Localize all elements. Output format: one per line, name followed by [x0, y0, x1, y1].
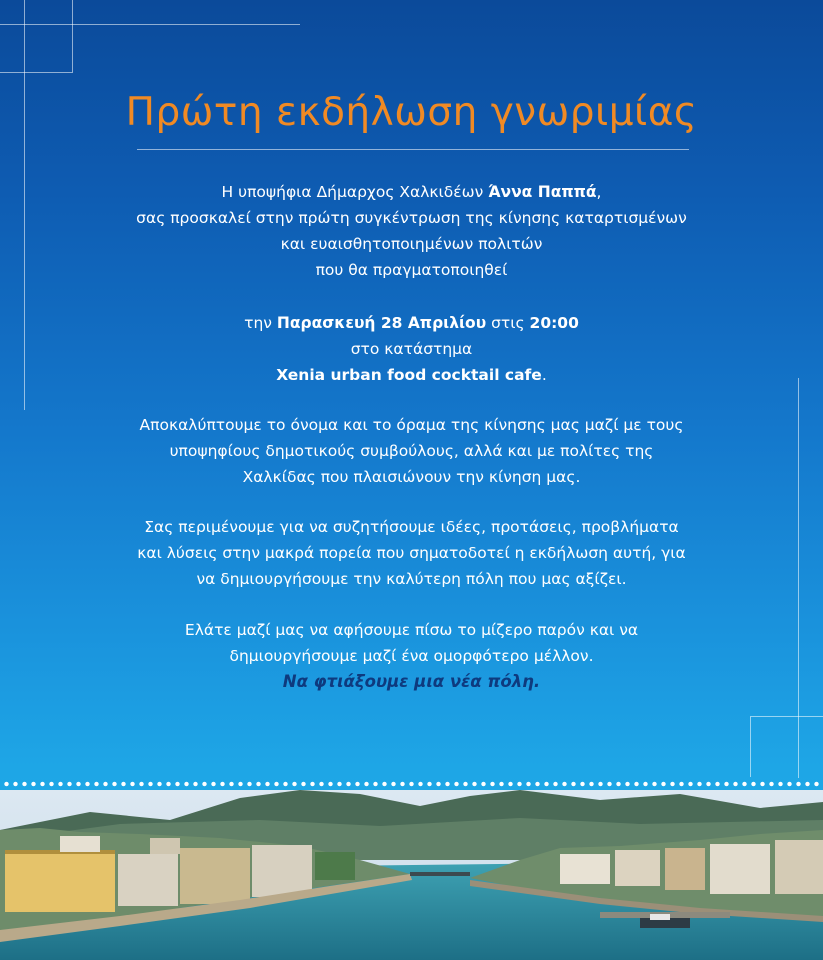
paragraph-line: Ελάτε μαζί μας να αφήσουμε πίσω το μίζερο παρόν και να	[184, 621, 639, 639]
event-time: 20:00	[529, 314, 579, 332]
event-date-prefix: την	[244, 314, 277, 332]
paragraph-discussion	[100, 514, 723, 592]
city-waterfront-illustration	[0, 790, 823, 960]
frame-box-top-left	[0, 0, 73, 73]
event-date-line	[100, 310, 723, 336]
paragraph-line: δημιουργήσουμε μαζί ένα ομορφότερο μέλλον.	[229, 647, 594, 665]
paragraph-line: υποψηφίους δημοτικούς συμβούλους, αλλά και με πολίτες της	[169, 442, 654, 460]
intro-line-1	[100, 179, 723, 205]
venue-line	[100, 362, 723, 388]
paragraph-line: Χαλκίδας που πλαισιώνουν την κίνηση μας.	[242, 468, 581, 486]
venue-punctuation: .	[541, 366, 547, 384]
intro-text: Η υποψήφια Δήμαρχος Χαλκιδέων	[221, 183, 489, 201]
paragraph-line: και λύσεις στην μακρά πορεία που σηματοδοτεί η εκδήλωση αυτή, για	[137, 544, 686, 562]
frame-box-bottom-right	[750, 716, 823, 777]
intro-line-3: και ευαισθητοποιημένων πολιτών	[280, 235, 543, 253]
paragraph-line: να δημιουργήσουμε την καλύτερη πόλη που μας αξίζει.	[196, 570, 627, 588]
event-date: Παρασκευή 28 Απριλίου	[276, 314, 487, 332]
candidate-name: Άννα Παππά	[488, 183, 597, 201]
paragraph-line: Αποκαλύπτουμε το όνομα και το όραμα της κίνησης μας μαζί με τους	[139, 416, 684, 434]
dotted-divider	[0, 778, 823, 790]
paragraph-line: Σας περιμένουμε για να συζητήσουμε ιδέες, προτάσεις, προβλήματα	[144, 518, 679, 536]
invitation-title: Πρώτη εκδήλωση γνωριμίας	[125, 90, 698, 135]
title-divider	[137, 149, 689, 150]
paragraph-closing	[100, 617, 723, 695]
intro-line-4: που θα πραγματοποιηθεί	[315, 261, 508, 279]
paragraph-vision	[100, 412, 723, 490]
event-details	[100, 310, 723, 388]
venue-intro: στο κατάστημα	[350, 340, 473, 358]
venue-name: Xenia urban food cocktail cafe	[276, 366, 542, 384]
city-waterfront-photo	[0, 790, 823, 960]
intro-punctuation: ,	[596, 183, 602, 201]
slogan: Να φτιάξουμε μια νέα πόλη.	[282, 672, 541, 691]
intro-paragraph	[100, 179, 723, 283]
intro-line-2: σας προσκαλεί στην πρώτη συγκέντρωση της κίνησης καταρτισμένων	[136, 209, 687, 227]
event-time-prefix: στις	[486, 314, 530, 332]
